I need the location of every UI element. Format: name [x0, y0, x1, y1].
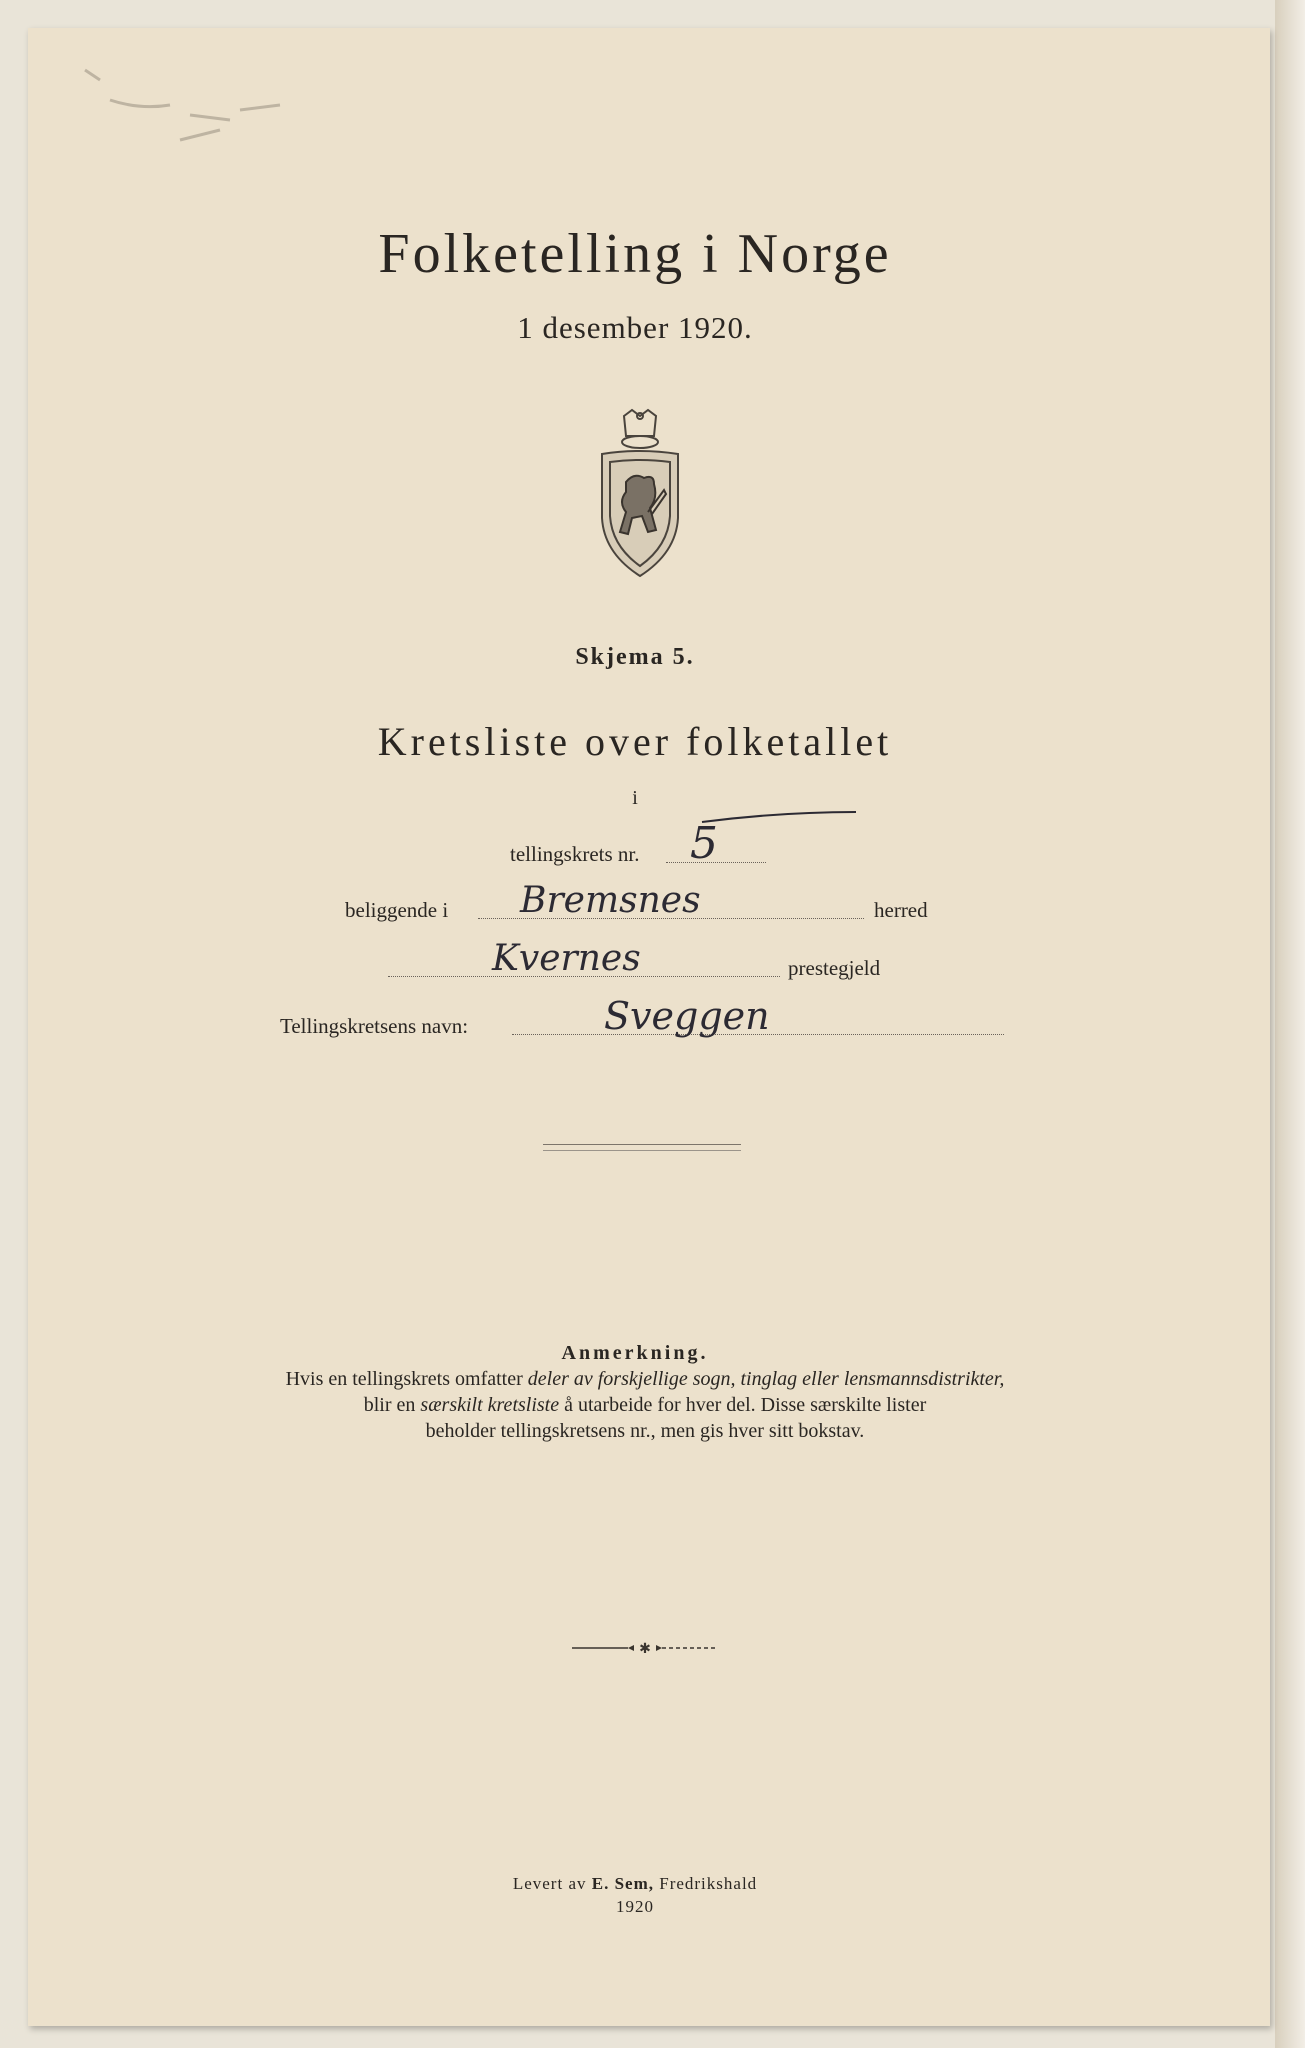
note-line-1-text: Hvis en tellingskrets omfatter	[285, 1368, 528, 1390]
printer-credit	[0, 1874, 1270, 1894]
tellingskrets-value: 5	[690, 818, 718, 869]
note-line-2	[200, 1392, 1090, 1418]
printer-suffix: Fredrikshald	[653, 1874, 758, 1893]
ornament-divider-icon	[570, 1640, 720, 1656]
divider-rule-secondary	[543, 1150, 741, 1151]
note-line-1-italic: deler av forskjellige sogn, tinglag eller lensmannsdistrikter,	[527, 1368, 1005, 1390]
main-heading: Kretsliste over folketallet	[377, 719, 893, 764]
note-line-2-end: å utarbeide for hver del. Disse særskilte lister	[559, 1394, 927, 1416]
note-body	[200, 1366, 1090, 1444]
printer-name: E. Sem,	[591, 1874, 654, 1893]
note-line-1	[200, 1366, 1090, 1392]
stain-mark	[80, 60, 290, 170]
herred-label: herred	[874, 898, 928, 922]
prestegjeld-label: prestegjeld	[788, 956, 881, 980]
pen-stroke	[700, 808, 860, 828]
note-line-2-italic: særskilt kretsliste	[420, 1394, 560, 1416]
tellingskrets-label: tellingskrets nr.	[510, 842, 640, 866]
beliggende-value: Bremsnes	[520, 880, 701, 921]
note-heading: Anmerkning.	[561, 1342, 709, 1364]
note-line-3: beholder tellingskretsens nr., men gis hver sitt bokstav.	[425, 1420, 865, 1442]
divider-rule	[543, 1144, 741, 1145]
census-date: 1 desember 1920.	[517, 310, 753, 345]
prestegjeld-value: Kvernes	[492, 938, 641, 979]
connector-i: i	[632, 787, 638, 809]
printer-year: 1920	[616, 1897, 654, 1916]
norwegian-coat-of-arms-icon	[588, 408, 692, 578]
svg-text:✱: ✱	[639, 1641, 651, 1656]
page-edge	[1275, 0, 1305, 2048]
navn-value: Sveggen	[604, 994, 770, 1038]
beliggende-label: beliggende i	[345, 898, 449, 922]
note-line-2-text: blir en	[363, 1394, 421, 1416]
schema-label: Skjema 5.	[575, 644, 695, 670]
printer-prefix: Levert av	[512, 1874, 592, 1893]
form-title: Folketelling i Norge	[378, 223, 892, 285]
navn-label: Tellingskretsens navn:	[280, 1014, 469, 1038]
